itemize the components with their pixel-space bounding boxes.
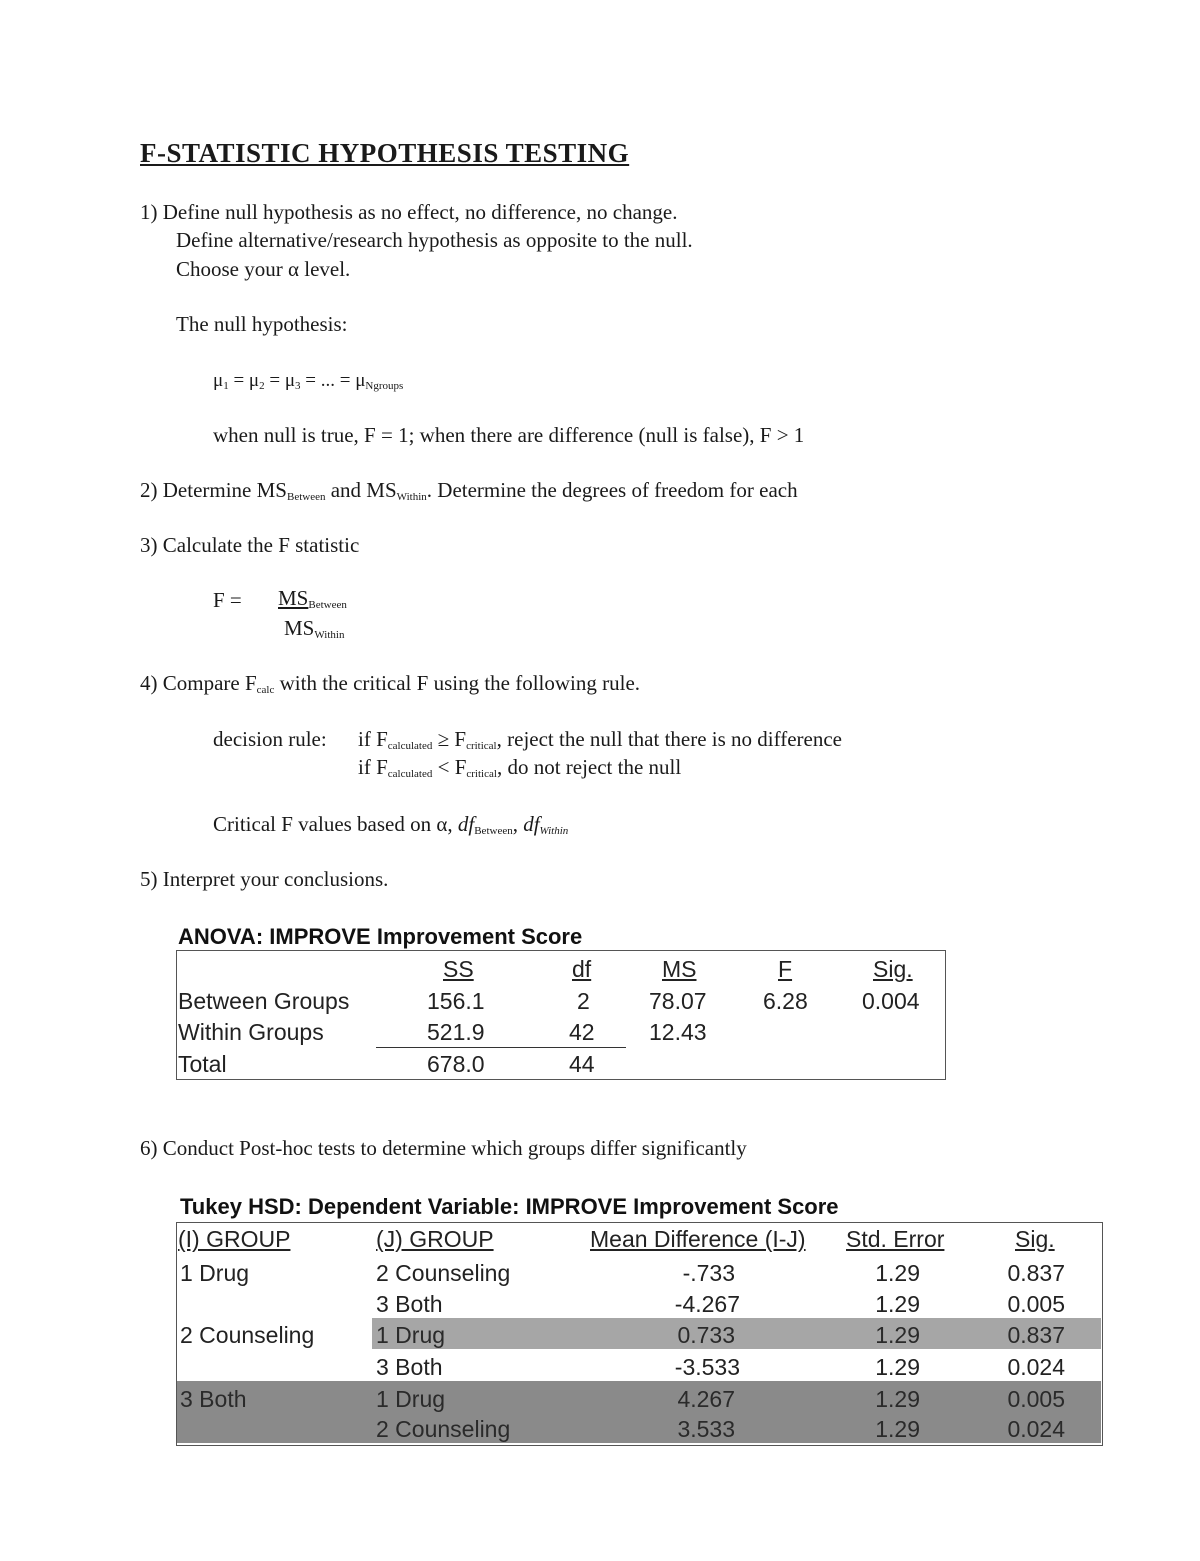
tukey-cell-j: 1 Drug [376, 1386, 446, 1412]
step1-line3: Choose your α level. [176, 257, 351, 281]
anova-header-df: df [572, 956, 592, 982]
tukey-cell-std-error: 1.29 [875, 1260, 920, 1286]
tukey-cell-mean-diff: -3.533 [674, 1354, 740, 1380]
anova-row-label: Total [178, 1051, 227, 1077]
null-hypothesis-label: The null hypothesis: [176, 312, 348, 336]
step5-text: 5) Interpret your conclusions. [140, 867, 389, 891]
page-title: F-STATISTIC HYPOTHESIS TESTING [140, 138, 630, 168]
tukey-cell-sig: 0.005 [1007, 1291, 1065, 1317]
null-hypothesis-formula: $\mu_1 = \mu_2 = \mu_3$ = ... = $\mu_{Ngroups}$ [213, 370, 404, 392]
null-true-explanation: when null is true, F = 1; when there are difference (null is false), F > 1 [213, 423, 805, 447]
step6-text: 6) Conduct Post-hoc tests to determine which groups differ significantly [140, 1136, 747, 1160]
tukey-highlight-block [177, 1381, 1101, 1443]
anova-cell-ss: 521.9 [427, 1019, 485, 1045]
tukey-cell-std-error: 1.29 [875, 1386, 920, 1412]
anova-cell-ms: 12.43 [649, 1019, 707, 1045]
tukey-cell-std-error: 1.29 [875, 1322, 920, 1348]
tukey-cell-std-error: 1.29 [875, 1416, 920, 1442]
critical-f-values: Critical F values based on α, $df_{Between}$, $df_{Within}$ [213, 812, 569, 837]
anova-cell-df: 44 [569, 1051, 595, 1077]
tukey-cell-mean-diff: -4.267 [674, 1291, 740, 1317]
tukey-header-sig: Sig. [1015, 1226, 1055, 1252]
anova-cell-ms: 78.07 [649, 988, 707, 1014]
tukey-cell-sig: 0.024 [1007, 1354, 1065, 1380]
tukey-cell-sig: 0.024 [1007, 1416, 1065, 1442]
tukey-cell-j: 2 Counseling [376, 1416, 511, 1442]
tukey-cell-i: 1 Drug [180, 1260, 250, 1286]
tukey-caption: Tukey HSD: Dependent Variable: IMPROVE Improvement Score [180, 1194, 839, 1219]
anova-header-ms: MS [662, 956, 697, 982]
tukey-cell-sig: 0.837 [1007, 1322, 1065, 1348]
f-denominator: $MS_{Within}$ [284, 616, 345, 641]
tukey-header-j-group: (J) GROUP [376, 1226, 494, 1252]
anova-cell-ss: 156.1 [427, 988, 485, 1014]
step3-text: 3) Calculate the F statistic [140, 533, 360, 557]
anova-cell-df: 42 [569, 1019, 595, 1045]
anova-total-rule [376, 1047, 626, 1048]
step1-line1: 1) Define null hypothesis as no effect, no difference, no change. [140, 200, 678, 224]
anova-cell-ss: 678.0 [427, 1051, 485, 1077]
tukey-header-i-group: (I) GROUP [178, 1226, 291, 1252]
anova-header-ss: SS [443, 956, 474, 982]
anova-header-f: F [778, 956, 793, 982]
anova-header-sig: Sig. [873, 956, 913, 982]
anova-caption: ANOVA: IMPROVE Improvement Score [178, 924, 583, 949]
f-equals: F = [213, 588, 242, 612]
anova-row-label: Between Groups [178, 988, 350, 1014]
anova-cell-f: 6.28 [763, 988, 808, 1014]
step4-text: 4) Compare $F_{calc}$ with the critical F using the following rule. [140, 671, 641, 696]
step2-text: 2) Determine $MS_{Between}$ and $MS_{Within}$. Determine the degrees of freedom for each [140, 478, 798, 503]
tukey-cell-i: 3 Both [180, 1386, 247, 1412]
tukey-cell-mean-diff: -.733 [682, 1260, 735, 1286]
tukey-cell-std-error: 1.29 [875, 1354, 920, 1380]
decision-rule-2: if $F_{calculated} < F_{critical}$, do not reject the null [358, 755, 682, 780]
decision-rule-label: decision rule: [213, 727, 327, 751]
tukey-header-mean-diff: Mean Difference (I-J) [590, 1226, 806, 1252]
tukey-cell-std-error: 1.29 [875, 1291, 920, 1317]
decision-rule-1: if $F_{calculated} \ge F_{critical}$, reject the null that there is no difference [358, 727, 843, 752]
tukey-cell-j: 3 Both [376, 1354, 443, 1380]
tukey-cell-mean-diff: 4.267 [677, 1386, 735, 1412]
tukey-cell-j: 2 Counseling [376, 1260, 511, 1286]
anova-row-label: Within Groups [178, 1019, 324, 1045]
tukey-cell-i: 2 Counseling [180, 1322, 315, 1348]
f-numerator: $MS_{Between}$ [278, 586, 347, 611]
tukey-cell-mean-diff: 3.533 [677, 1416, 735, 1442]
tukey-cell-sig: 0.837 [1007, 1260, 1065, 1286]
tukey-cell-mean-diff: 0.733 [677, 1322, 735, 1348]
step1-line2: Define alternative/research hypothesis as opposite to the null. [176, 228, 693, 252]
tukey-cell-j: 1 Drug [376, 1322, 446, 1348]
anova-cell-df: 2 [577, 988, 590, 1014]
tukey-cell-j: 3 Both [376, 1291, 443, 1317]
anova-cell-sig: 0.004 [862, 988, 920, 1014]
anova-table [176, 950, 946, 1080]
tukey-header-std-error: Std. Error [846, 1226, 945, 1252]
tukey-cell-sig: 0.005 [1007, 1386, 1065, 1412]
